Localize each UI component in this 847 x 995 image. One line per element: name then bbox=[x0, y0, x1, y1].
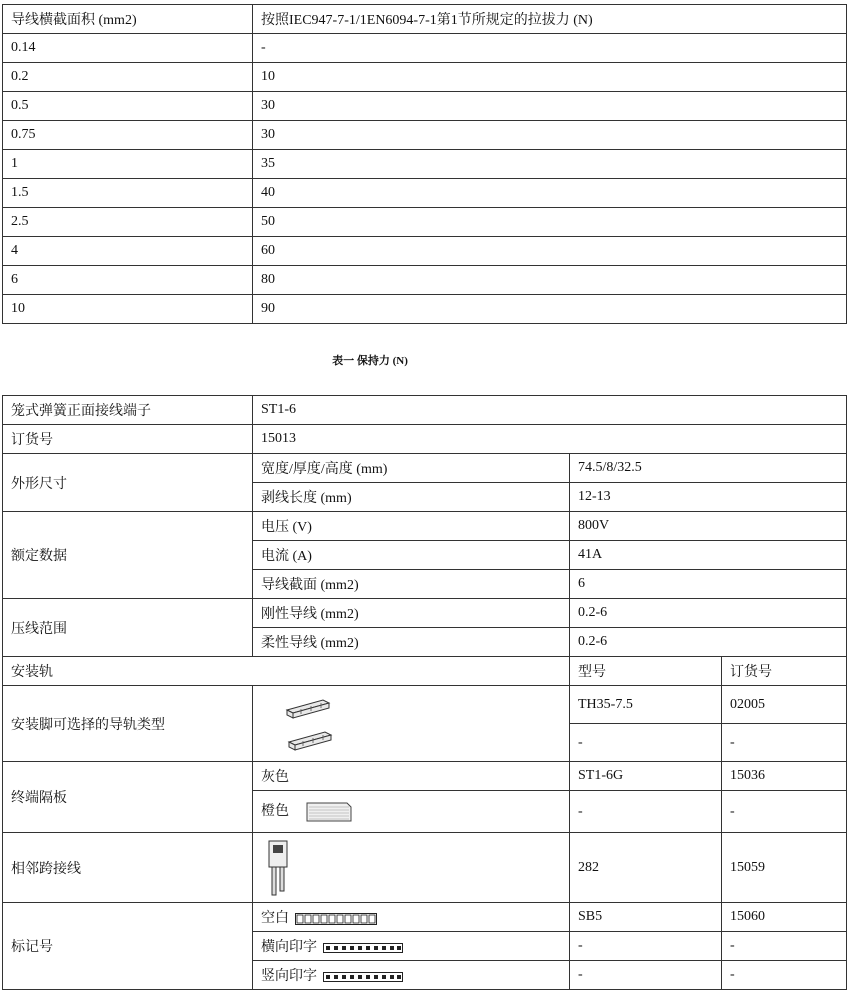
rail-2-order: - bbox=[722, 724, 847, 762]
rigid-value: 0.2-6 bbox=[570, 599, 847, 628]
order-value: 15013 bbox=[253, 425, 847, 454]
table-row bbox=[3, 396, 847, 425]
table-row bbox=[3, 121, 847, 150]
end-plate-orange-order: - bbox=[722, 791, 847, 833]
order-label: 订货号 bbox=[3, 425, 253, 454]
end-plate-orange-cell bbox=[253, 791, 570, 833]
area-cell: 0.75 bbox=[3, 121, 253, 150]
pull-force-table bbox=[2, 4, 847, 324]
rail-2-model: - bbox=[570, 724, 722, 762]
dims-size-label: 宽度/厚度/高度 (mm) bbox=[253, 454, 570, 483]
force-cell: - bbox=[253, 34, 847, 63]
force-cell: 35 bbox=[253, 150, 847, 179]
table-row bbox=[3, 762, 847, 791]
dims-size-value: 74.5/8/32.5 bbox=[570, 454, 847, 483]
rail-header-label: 安装轨 bbox=[3, 657, 570, 686]
table-row bbox=[3, 903, 847, 932]
table-row bbox=[3, 454, 847, 483]
force-cell: 90 bbox=[253, 295, 847, 324]
table-row bbox=[3, 295, 847, 324]
table-row bbox=[3, 92, 847, 121]
rail-types-label: 安装脚可选择的导轨类型 bbox=[3, 686, 253, 762]
table-row bbox=[3, 237, 847, 266]
table-row bbox=[3, 208, 847, 237]
marker-vertical-cell bbox=[253, 961, 570, 990]
force-cell: 30 bbox=[253, 92, 847, 121]
marker-horizontal-order: - bbox=[722, 932, 847, 961]
rail-1-model: TH35-7.5 bbox=[570, 686, 722, 724]
area-cell: 1 bbox=[3, 150, 253, 179]
end-plate-grey-order: 15036 bbox=[722, 762, 847, 791]
table-row bbox=[3, 833, 847, 903]
marker-strip-printed-icon bbox=[323, 943, 403, 953]
strip-length-value: 12-13 bbox=[570, 483, 847, 512]
jumper-model: 282 bbox=[570, 833, 722, 903]
area-cell: 10 bbox=[3, 295, 253, 324]
end-plate-orange: 橙色 bbox=[261, 803, 289, 819]
force-cell: 30 bbox=[253, 121, 847, 150]
spec-table bbox=[2, 395, 847, 990]
header-force: 按照IEC947-7-1/1EN6094-7-1第1节所规定的拉拔力 (N) bbox=[253, 5, 847, 34]
section-value: 6 bbox=[570, 570, 847, 599]
strip-length-label: 剥线长度 (mm) bbox=[253, 483, 570, 512]
marker-blank-order: 15060 bbox=[722, 903, 847, 932]
table-row bbox=[3, 512, 847, 541]
marker-blank: 空白 bbox=[261, 911, 289, 926]
marker-horizontal-model: - bbox=[570, 932, 722, 961]
flex-label: 柔性导线 (mm2) bbox=[253, 628, 570, 657]
marker-strip-printed-icon bbox=[323, 972, 403, 982]
current-value: 41A bbox=[570, 541, 847, 570]
rail-header-model: 型号 bbox=[570, 657, 722, 686]
marker-vertical: 竖向印字 bbox=[261, 969, 317, 984]
voltage-label: 电压 (V) bbox=[253, 512, 570, 541]
marker-blank-cell bbox=[253, 903, 570, 932]
force-cell: 10 bbox=[253, 63, 847, 92]
area-cell: 0.2 bbox=[3, 63, 253, 92]
force-cell: 40 bbox=[253, 179, 847, 208]
marker-blank-model: SB5 bbox=[570, 903, 722, 932]
marker-vertical-order: - bbox=[722, 961, 847, 990]
rail-header-order: 订货号 bbox=[722, 657, 847, 686]
rated-label: 额定数据 bbox=[3, 512, 253, 599]
force-cell: 50 bbox=[253, 208, 847, 237]
end-plate-grey-model: ST1-6G bbox=[570, 762, 722, 791]
table-row bbox=[3, 686, 847, 724]
rail-image-cell bbox=[253, 686, 570, 762]
table-row bbox=[3, 599, 847, 628]
end-plate-orange-model: - bbox=[570, 791, 722, 833]
force-cell: 80 bbox=[253, 266, 847, 295]
table-row bbox=[3, 34, 847, 63]
rail-1-order: 02005 bbox=[722, 686, 847, 724]
table-header-row bbox=[3, 5, 847, 34]
area-cell: 0.5 bbox=[3, 92, 253, 121]
section-label: 导线截面 (mm2) bbox=[253, 570, 570, 599]
area-cell: 4 bbox=[3, 237, 253, 266]
marker-label: 标记号 bbox=[3, 903, 253, 990]
marker-horizontal-cell bbox=[253, 932, 570, 961]
force-cell: 60 bbox=[253, 237, 847, 266]
flex-value: 0.2-6 bbox=[570, 628, 847, 657]
dims-label: 外形尺寸 bbox=[3, 454, 253, 512]
marker-horizontal: 横向印字 bbox=[261, 940, 317, 955]
voltage-value: 800V bbox=[570, 512, 847, 541]
din-rail-icon bbox=[279, 694, 339, 754]
current-label: 电流 (A) bbox=[253, 541, 570, 570]
marker-vertical-model: - bbox=[570, 961, 722, 990]
jumper-label: 相邻跨接线 bbox=[3, 833, 253, 903]
marker-strip-icon bbox=[295, 913, 377, 925]
area-cell: 0.14 bbox=[3, 34, 253, 63]
end-plate-grey: 灰色 bbox=[253, 762, 570, 791]
area-cell: 2.5 bbox=[3, 208, 253, 237]
clamp-label: 压线范围 bbox=[3, 599, 253, 657]
table-row bbox=[3, 63, 847, 92]
area-cell: 1.5 bbox=[3, 179, 253, 208]
jumper-order: 15059 bbox=[722, 833, 847, 903]
jumper-image-cell bbox=[253, 833, 570, 903]
header-area: 导线横截面积 (mm2) bbox=[3, 5, 253, 34]
table-caption: 表一 保持力 (N) bbox=[332, 355, 408, 367]
table-row bbox=[3, 150, 847, 179]
product-value: ST1-6 bbox=[253, 396, 847, 425]
table-row bbox=[3, 657, 847, 686]
table-row bbox=[3, 179, 847, 208]
table-row bbox=[3, 425, 847, 454]
end-plate-label: 终端隔板 bbox=[3, 762, 253, 833]
jumper-icon bbox=[263, 837, 293, 899]
end-plate-icon bbox=[305, 799, 353, 825]
rigid-label: 刚性导线 (mm2) bbox=[253, 599, 570, 628]
area-cell: 6 bbox=[3, 266, 253, 295]
table-row bbox=[3, 266, 847, 295]
product-label: 笼式弹簧正面接线端子 bbox=[3, 396, 253, 425]
